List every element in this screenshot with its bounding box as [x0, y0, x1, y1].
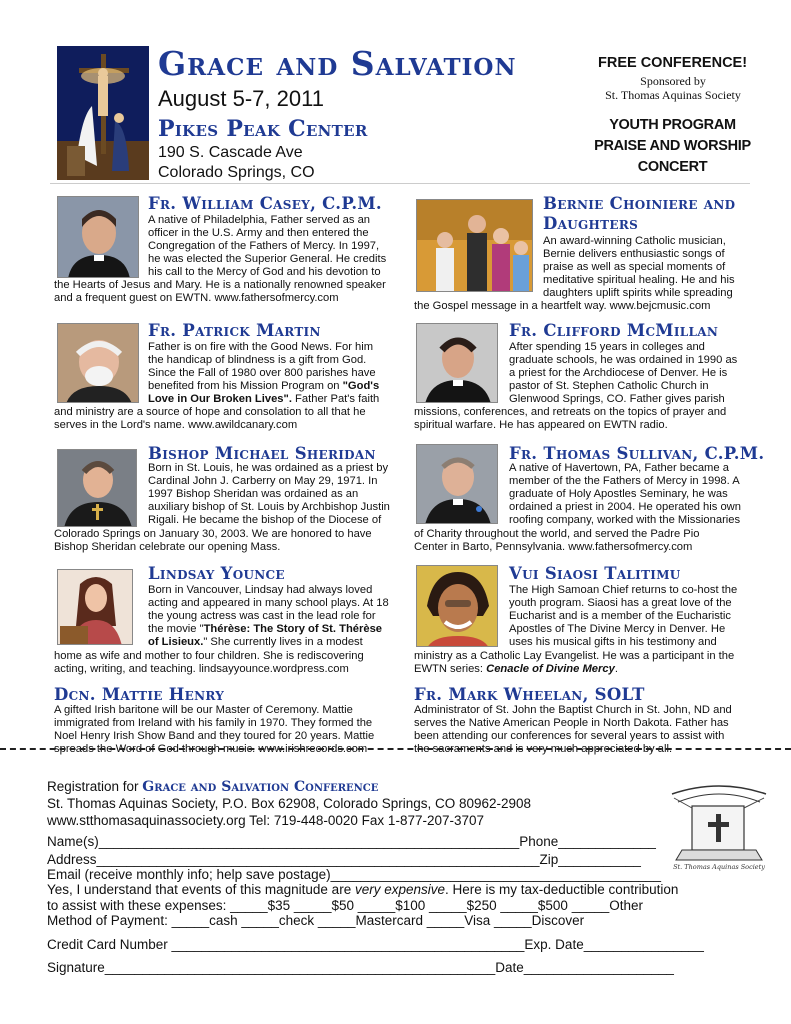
header-divider — [50, 183, 750, 184]
casey-bio-b: the Hearts of Jesus and Mary. He is a nationally renowned speaker and a frequent guest on EWTN. www.fathersofmercy.com — [54, 279, 386, 304]
sheridan-bio-b: Colorado Springs on January 30, 2003. We are honored to have Bishop Sheridan celebrate our opening Mass. — [54, 528, 372, 553]
signature-date-field[interactable]: Signature____________________________________________________Date____________________ — [47, 960, 674, 975]
venue-address-line1: 190 S. Cascade Ave — [158, 144, 303, 161]
name-phone-field[interactable]: Name(s)________________________________________________________Phone_____________ — [47, 834, 656, 849]
contribution-statement: Yes, I understand that events of this magnitude are very expensive. Here is my tax-deductible contribution — [47, 882, 679, 897]
younce-bio-b: home as wife and mother to four children. She is rediscovering acting, writing, and teaching. lindsayyounce.wordpress.com — [54, 650, 364, 675]
sheridan-bio-a: Born in St. Louis, he was ordained as a priest by Cardinal John J. Carberry on May 29, 1971. In 1997 Bishop Sheridan was ordained as an auxiliary bishop of St. Louis by Archbishop Justin Rigali. He became the bishop of the Diocese of — [148, 462, 390, 526]
sheridan-name: Bishop Michael Sheridan — [148, 444, 376, 463]
talitimu-bio-a: The High Samoan Chief returns to co-host the youth program. Siaosi has a great love of the Eucharist and is a member of the Eucharistic Apostles of The Divine Mercy in Denver. He uses his musical gifts in his testimony and — [509, 584, 738, 648]
choiniere-bio-a: An award-winning Catholic musician, Bernie delivers enthusiastic songs of praise as well as special moments of meditative spiritual healing. He and his daughters uplift spirits while spreading — [543, 235, 735, 299]
wheelan-name: Fr. Mark Wheelan, SOLT — [414, 685, 645, 704]
henry-bio: A gifted Irish baritone will be our Master of Ceremony. Mattie immigrated from Ireland with his family in 1970. They formed the Noel Henry Irish Show Band and they toured for 20 years. Mattie spreads the Word of God through music. www.irishrecords.com — [54, 704, 375, 755]
venue-address-line2: Colorado Springs, CO — [158, 164, 315, 181]
venue-name: Pikes Peak Center — [158, 116, 368, 142]
society-address: St. Thomas Aquinas Society, P.O. Box 62908, Colorado Springs, CO 80962-2908 — [47, 796, 532, 811]
praise-worship-line: PRAISE AND WORSHIP — [594, 138, 751, 154]
registration-heading: Registration for Grace and Salvation Conference — [47, 779, 379, 795]
choiniere-name-line2: Daughters — [543, 214, 639, 233]
choiniere-photo — [416, 199, 533, 292]
martin-photo — [57, 323, 139, 403]
sheridan-photo — [57, 449, 137, 527]
conference-date: August 5-7, 2011 — [158, 86, 324, 111]
talitimu-name: Vui Siaosi Talitimu — [509, 564, 681, 583]
casey-bio-a: A native of Philadelphia, Father served as an officer in the U.S. Army and then entered the Congregation of the Fathers of Mercy. In 1997, he was elected the Superior General. He credits his call to the Mercy of God and his devotion to — [148, 214, 387, 278]
youth-program-line: YOUTH PROGRAM — [609, 117, 736, 133]
sullivan-name: Fr. Thomas Sullivan, C.P.M. — [509, 444, 765, 463]
martin-name: Fr. Patrick Martin — [148, 321, 321, 340]
address-zip-field[interactable]: Address___________________________________________________________Zip___________ — [47, 852, 641, 867]
choiniere-name-line1: Bernie Choiniere and — [543, 194, 736, 213]
wheelan-bio: Administrator of St. John the Baptist Church in St. John, ND and serves the Native American People in North Dakota. Father has been attending our conferences for several years to assist with the sacraments and is very much appreciated by all. — [414, 704, 732, 755]
sponsored-by-label: Sponsored by — [640, 74, 706, 88]
email-field[interactable]: Email (receive monthly info; help save postage)____________________________________________ — [47, 867, 661, 882]
casey-name: Fr. William Casey, C.P.M. — [148, 194, 382, 213]
contribution-amount-options[interactable]: to assist with these expenses: _____$35 _____$50 _____$100 _____$250 _____$500 _____Other — [47, 898, 643, 913]
society-logo-text: St. Thomas Aquinas Society — [673, 863, 765, 871]
mcmillan-bio-b: missions, conferences, and retreats on the topics of prayer and spiritual warfare. He has appeared on EWTN radio. — [414, 406, 727, 431]
free-conference-label: FREE CONFERENCE! — [598, 55, 748, 71]
credit-card-field[interactable]: Credit Card Number _______________________________________________Exp. Date________________ — [47, 937, 704, 952]
sullivan-bio-b: of Charity throughout the world, and served the Padre Pio Center in Barto, Pennsylvania. www.fathersofmercy.com — [414, 528, 700, 553]
youth-program-block — [585, 115, 760, 178]
sullivan-photo — [416, 444, 498, 524]
registration-conference-name: Grace and Salvation Conference — [142, 779, 379, 795]
younce-bio-a: Born in Vancouver, Lindsay had always loved acting and appeared in many school plays. At 18 the young actress was cast in the lead role for the movie "Thérèse: The Story of St. Thérèse of Lisieux." She currently lives in a modest — [148, 584, 389, 648]
talitimu-photo — [416, 565, 498, 647]
martin-bio-a: Father is on fire with the Good News. For him the handicap of blindness is a gift from God. Since the Fall of 1980 over 800 parishes have benefited from his Mission Program on "God's Love in Our Broken Lives". Father Pat's faith — [148, 341, 380, 405]
concert-line: CONCERT — [637, 159, 708, 175]
henry-name: Dcn. Mattie Henry — [54, 685, 225, 704]
casey-photo — [57, 196, 139, 278]
conference-title: Grace and Salvation — [158, 44, 517, 83]
society-logo — [664, 776, 774, 876]
crucifixion-image — [57, 46, 149, 180]
mcmillan-bio-a: After spending 15 years in colleges and graduate schools, he was ordained in 1990 as a priest for the Archdiocese of Denver. He is pastor of St. Stephen Catholic Church in Glenwood Springs, CO. Father gives parish — [509, 341, 738, 405]
younce-name: Lindsay Younce — [148, 564, 285, 583]
mcmillan-photo — [416, 323, 498, 403]
sullivan-bio-a: A native of Havertown, PA, Father became a member of the the Fathers of Mercy in 1998. A graduate of Holy Apostles Seminary, he was ordained a priest in 2004. He operated his own roofing company, worked with the Missionaries — [509, 462, 741, 526]
society-contact: www.stthomasaquinassociety.org Tel: 719-448-0020 Fax 1-877-207-3707 — [47, 813, 485, 828]
sponsor-name: St. Thomas Aquinas Society — [605, 88, 741, 102]
choiniere-bio-b: the Gospel message in a heartfelt way. www.bejcmusic.com — [414, 300, 711, 312]
younce-photo — [57, 569, 133, 645]
cut-here-dashed-line — [0, 748, 791, 750]
payment-method-options[interactable]: Method of Payment: _____cash _____check _____Mastercard _____Visa _____Discover — [47, 913, 585, 928]
talitimu-bio-b: ministry as a Catholic Lay Evangelist. He was a participant in the EWTN series: Cenacle of Divine Mercy. — [414, 650, 735, 675]
martin-bio-b: and ministry are a source of hope and consolation to all that he serves in the Lord's name. www.awildcanary.com — [54, 406, 366, 431]
mcmillan-name: Fr. Clifford McMillan — [509, 321, 719, 340]
